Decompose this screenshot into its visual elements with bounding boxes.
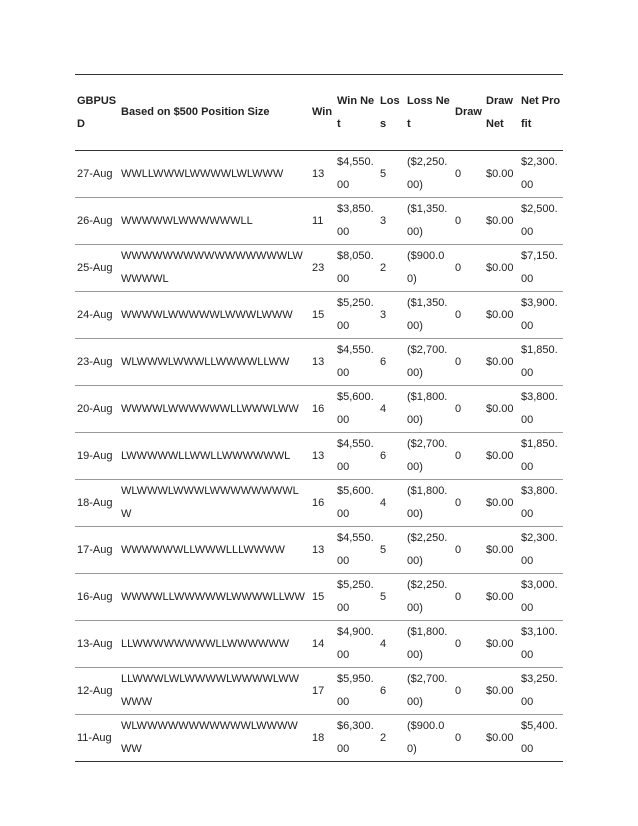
cell-loss: 4 [380, 496, 387, 509]
cell-date: 23-Aug [77, 355, 113, 368]
cell-loss-net: ($900.00) [407, 250, 445, 285]
cell-loss: 6 [380, 684, 387, 697]
cell-sequence: WWWWLWWWWWLWWWLWWW [121, 308, 293, 321]
cell-date: 11-Aug [77, 731, 112, 744]
cell-loss: 6 [380, 449, 387, 462]
cell-sequence: WWWWLWWWWWWLLWWWLWW [121, 402, 299, 415]
cell-net-profit: $3,800.00 [521, 391, 558, 426]
cell-loss-net: ($1,800.00) [407, 485, 448, 520]
cell-draw-net: $0.00 [486, 543, 514, 556]
cell-win: 11 [312, 214, 324, 227]
cell-win-net: $8,050.00 [337, 250, 374, 285]
cell-draw: 0 [455, 449, 462, 462]
cell-loss: 6 [380, 355, 387, 368]
cell-sequence: WWWWWWWWWWWWWWWWLWWWWWL [121, 250, 303, 285]
cell-draw-net: $0.00 [486, 167, 514, 180]
cell-loss: 5 [380, 167, 387, 180]
cell-win-net: $6,300.00 [337, 720, 374, 755]
cell-date: 25-Aug [77, 261, 113, 274]
cell-draw: 0 [455, 308, 462, 321]
cell-loss: 5 [380, 590, 387, 603]
cell-win: 15 [312, 590, 325, 603]
cell-loss-net: ($2,250.00) [407, 579, 448, 614]
cell-win-net: $4,550.00 [337, 532, 374, 567]
cell-win-net: $4,550.00 [337, 438, 374, 473]
cell-win: 13 [312, 167, 325, 180]
cell-win-net: $5,250.00 [337, 297, 374, 332]
cell-net-profit: $2,500.00 [521, 203, 558, 238]
table-header [75, 75, 563, 151]
cell-draw-net: $0.00 [486, 684, 514, 697]
cell-date: 26-Aug [77, 214, 113, 227]
cell-net-profit: $7,150.00 [521, 250, 558, 285]
table-row [75, 386, 563, 433]
cell-loss-net: ($2,700.00) [407, 438, 448, 473]
cell-draw-net: $0.00 [486, 731, 514, 744]
cell-loss: 3 [380, 214, 387, 227]
cell-draw: 0 [455, 590, 462, 603]
header-row [75, 75, 563, 151]
cell-sequence: WLWWWLWWWLWWWWWWWWLW [121, 485, 299, 520]
cell-draw: 0 [455, 355, 462, 368]
cell-loss-net: ($1,800.00) [407, 391, 448, 426]
cell-sequence: WWWWWWLLWWWLLLWWWW [121, 543, 285, 556]
cell-draw: 0 [455, 543, 462, 556]
cell-loss-net: ($2,250.00) [407, 532, 448, 567]
table-row [75, 339, 563, 386]
cell-sequence: WLWWWLWWWLLWWWWLLWW [121, 355, 290, 368]
cell-net-profit: $3,800.00 [521, 485, 558, 520]
header-win: Win [312, 106, 333, 118]
cell-loss-net: ($1,350.00) [407, 297, 448, 332]
cell-net-profit: $2,300.00 [521, 156, 558, 191]
cell-loss-net: ($2,700.00) [407, 344, 448, 379]
cell-win: 16 [312, 402, 325, 415]
cell-draw: 0 [455, 731, 462, 744]
cell-win: 16 [312, 496, 325, 509]
table-row [75, 715, 563, 762]
cell-win: 18 [312, 731, 325, 744]
cell-loss: 4 [380, 402, 387, 415]
cell-loss: 4 [380, 637, 387, 650]
cell-sequence: WWWWWLWWWWWWLL [121, 214, 253, 227]
cell-net-profit: $3,100.00 [521, 626, 558, 661]
cell-date: 19-Aug [77, 449, 113, 462]
table-row [75, 198, 563, 245]
cell-draw-net: $0.00 [486, 402, 514, 415]
cell-loss-net: ($1,800.00) [407, 626, 448, 661]
cell-win: 15 [312, 308, 325, 321]
table-row [75, 292, 563, 339]
cell-sequence: LLWWWLWLWWWWLWWWWLWWWWW [121, 673, 299, 708]
table-row [75, 433, 563, 480]
header-draw-net: Draw Net [486, 94, 513, 130]
table-row [75, 621, 563, 668]
header-draw: Draw [455, 106, 482, 118]
cell-date: 24-Aug [77, 308, 113, 321]
cell-draw-net: $0.00 [486, 214, 514, 227]
cell-net-profit: $1,850.00 [521, 344, 558, 379]
cell-loss: 3 [380, 308, 387, 321]
cell-sequence: WWLLWWWLWWWWLWLWWW [121, 167, 284, 180]
cell-draw-net: $0.00 [486, 590, 514, 603]
cell-loss-net: ($2,700.00) [407, 673, 448, 708]
table-row [75, 574, 563, 621]
cell-loss-net: ($900.00) [407, 720, 445, 755]
cell-win: 14 [312, 637, 325, 650]
table-body [75, 151, 563, 762]
cell-draw: 0 [455, 402, 462, 415]
cell-win-net: $3,850.00 [337, 203, 374, 238]
cell-net-profit: $3,250.00 [521, 673, 558, 708]
cell-win: 17 [312, 684, 325, 697]
cell-loss: 2 [380, 731, 387, 744]
cell-draw: 0 [455, 261, 462, 274]
cell-loss-net: ($2,250.00) [407, 156, 448, 191]
cell-date: 16-Aug [77, 590, 113, 603]
cell-date: 27-Aug [77, 167, 113, 180]
cell-win-net: $5,950.00 [337, 673, 374, 708]
cell-sequence: LLWWWWWWWWLLWWWWWW [121, 637, 290, 650]
cell-net-profit: $1,850.00 [521, 438, 558, 473]
cell-win-net: $4,550.00 [337, 156, 374, 191]
cell-win: 13 [312, 355, 325, 368]
header-win-net: Win Net [337, 94, 375, 130]
cell-sequence: LWWWWWLLWWLLWWWWWWL [121, 449, 291, 462]
cell-date: 17-Aug [77, 543, 113, 556]
cell-date: 20-Aug [77, 402, 113, 415]
table-row [75, 245, 563, 292]
cell-loss: 2 [380, 261, 387, 274]
cell-draw-net: $0.00 [486, 308, 514, 321]
table-row [75, 668, 563, 715]
cell-net-profit: $3,000.00 [521, 579, 558, 614]
header-date: GBPUSD [77, 94, 117, 130]
table-row [75, 151, 563, 198]
cell-draw: 0 [455, 496, 462, 509]
cell-win-net: $5,250.00 [337, 579, 374, 614]
cell-win-net: $4,550.00 [337, 344, 374, 379]
cell-draw-net: $0.00 [486, 261, 514, 274]
header-loss-net: Loss Net [407, 94, 450, 130]
cell-draw-net: $0.00 [486, 355, 514, 368]
header-loss: Loss [380, 94, 400, 130]
cell-draw-net: $0.00 [486, 496, 514, 509]
cell-date: 13-Aug [77, 637, 113, 650]
cell-net-profit: $2,300.00 [521, 532, 558, 567]
cell-loss-net: ($1,350.00) [407, 203, 448, 238]
cell-net-profit: $5,400.00 [521, 720, 558, 755]
cell-sequence: WLWWWWWWWWWWWLWWWWWW [121, 720, 298, 755]
cell-draw: 0 [455, 637, 462, 650]
cell-win-net: $5,600.00 [337, 391, 374, 426]
header-sequence: Based on $500 Position Size [121, 106, 270, 118]
cell-date: 18-Aug [77, 496, 113, 509]
cell-date: 12-Aug [77, 684, 113, 697]
cell-draw-net: $0.00 [486, 449, 514, 462]
cell-draw: 0 [455, 684, 462, 697]
header-net-profit: Net Profit [521, 94, 561, 130]
cell-loss: 5 [380, 543, 387, 556]
table-row [75, 527, 563, 574]
cell-sequence: WWWWLLWWWWWLWWWWLLWW [121, 590, 305, 603]
cell-net-profit: $3,900.00 [521, 297, 558, 332]
results-table [75, 74, 563, 762]
cell-win-net: $4,900.00 [337, 626, 374, 661]
cell-draw: 0 [455, 167, 462, 180]
table-row [75, 480, 563, 527]
cell-draw: 0 [455, 214, 462, 227]
cell-win: 13 [312, 449, 325, 462]
cell-win-net: $5,600.00 [337, 485, 374, 520]
cell-win: 23 [312, 261, 325, 274]
cell-draw-net: $0.00 [486, 637, 514, 650]
cell-win: 13 [312, 543, 325, 556]
